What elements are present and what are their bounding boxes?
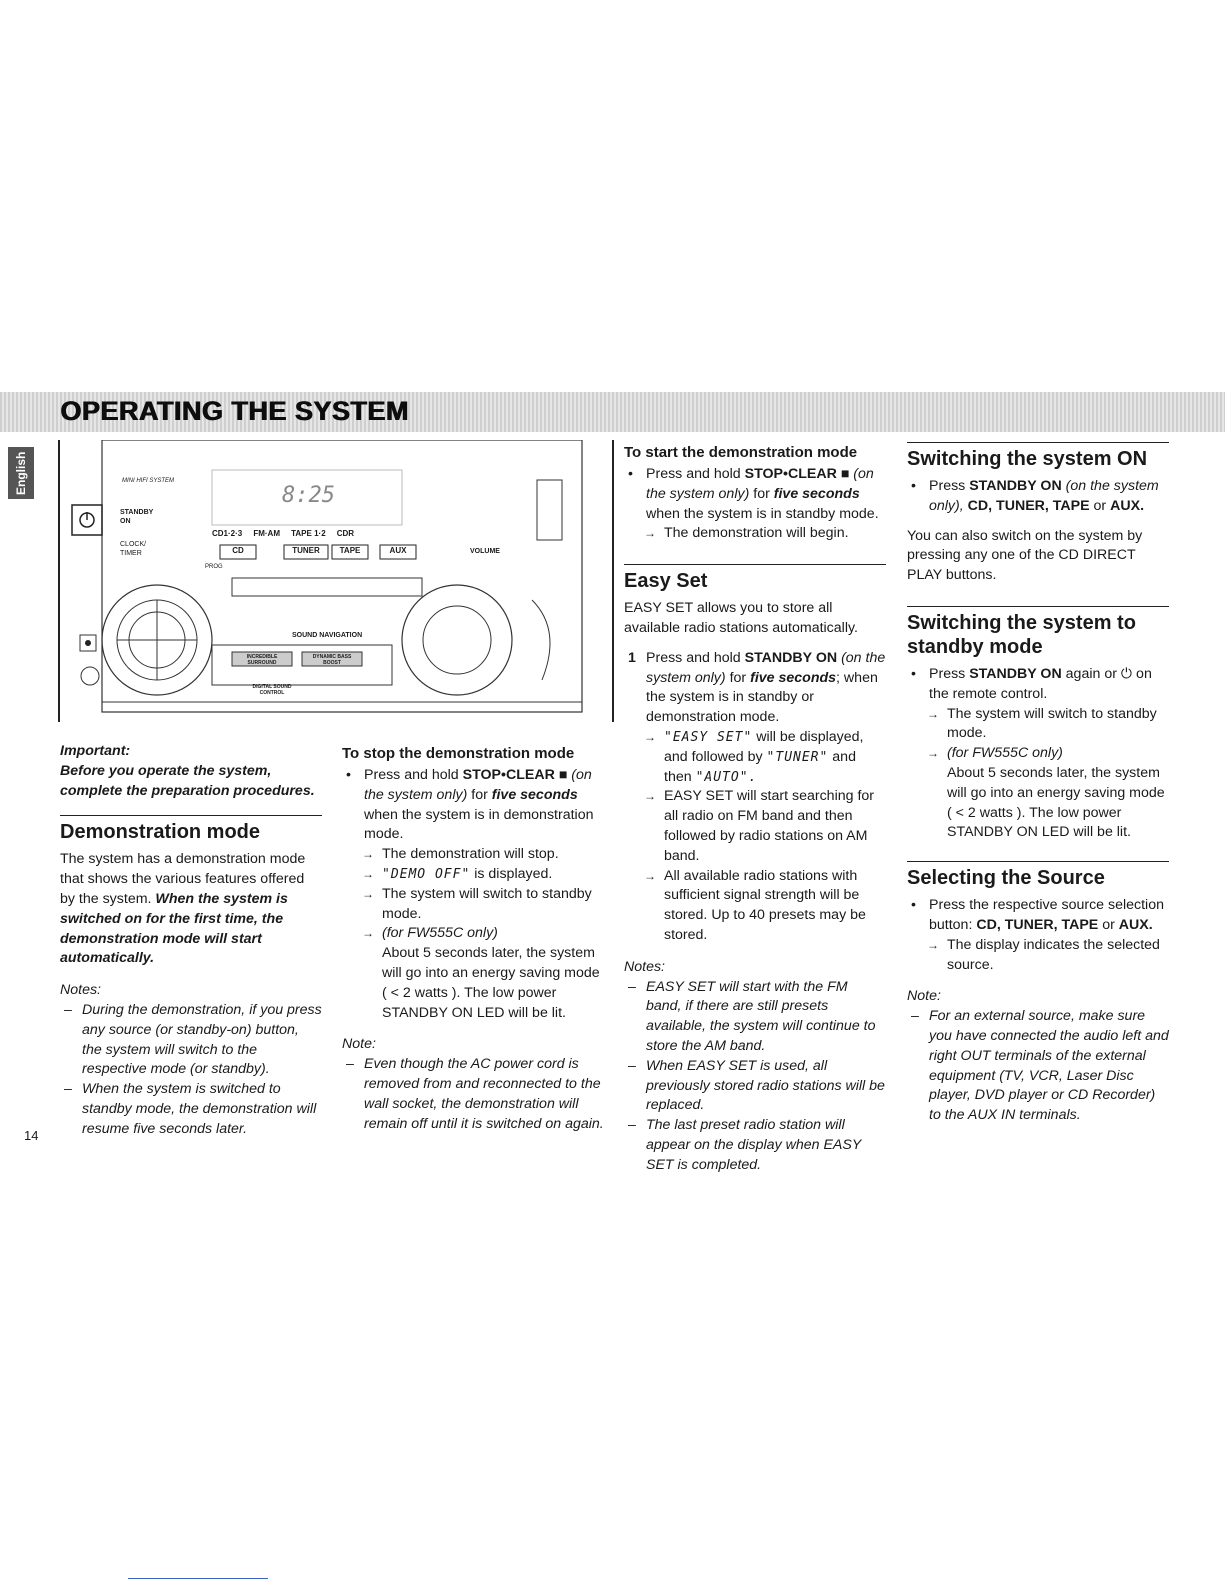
note-item: – The last preset radio station will appear on the display when EASY SET is completed. xyxy=(624,1116,886,1175)
text-segment: Press and hold xyxy=(364,767,459,783)
system-on-step xyxy=(907,477,1169,517)
lcd-text: "TUNER" xyxy=(766,749,829,765)
lcd-text: "DEMO OFF" xyxy=(382,866,471,882)
lcd-text: "AUTO". xyxy=(695,769,758,785)
text-segment: for xyxy=(729,669,747,686)
result-line: → All available radio stations with sufficient signal strength will be stored. Up to 40 presets may be stored. xyxy=(624,867,886,946)
standby-on-key: STANDBY ON xyxy=(744,649,838,666)
section-rule xyxy=(907,606,1169,607)
text-segment: (on the system only) xyxy=(364,767,592,803)
text-segment: when the system is in demonstration mode. xyxy=(364,806,594,843)
stop-demo-heading: To stop the demonstration mode xyxy=(342,745,575,762)
start-demo-step xyxy=(624,465,886,524)
volume-label: VOLUME xyxy=(470,548,500,555)
select-source-heading: Selecting the Source xyxy=(907,867,1105,890)
text-segment: will be displayed, and followed by xyxy=(664,728,864,765)
start-demo-heading: To start the demonstration mode xyxy=(624,444,858,461)
source-row-label: CD1·2·3 FM·AM TAPE 1·2 CDR xyxy=(212,529,355,538)
text-segment: is displayed. xyxy=(474,865,553,882)
language-tab: English xyxy=(8,447,34,499)
important-label: Important: xyxy=(60,743,131,759)
clock-timer-label: CLOCK/ TIMER xyxy=(120,541,147,557)
easy-set-step xyxy=(624,649,886,728)
incredible-surround-label: INCREDIBLE SURROUND xyxy=(246,654,278,666)
source-keys: CD, TUNER, TAPE xyxy=(976,916,1099,933)
section-rule xyxy=(624,564,886,565)
device-illustration xyxy=(62,440,602,720)
text-segment: Press xyxy=(929,665,966,682)
text-segment: (on the system only) xyxy=(646,649,886,686)
column-2 xyxy=(342,744,604,1134)
result-detail: About 5 seconds later, the system will go into an energy saving mode ( < 2 watts ). The low power STANDBY ON LED will be lit. xyxy=(947,764,1165,841)
result-line: → The demonstration will begin. xyxy=(624,524,886,544)
text-segment: or xyxy=(1102,916,1115,933)
section-rule xyxy=(60,815,322,816)
demo-mode-text xyxy=(60,850,322,969)
text-segment: five seconds xyxy=(491,786,578,803)
lcd-text: "EASY SET" xyxy=(664,729,753,745)
page-number: 14 xyxy=(24,1128,39,1143)
sound-navigation-label: SOUND NAVIGATION xyxy=(292,632,363,639)
note-item: – EASY SET will start with the FM band, if there are still presets available, the system will continue to store the AM band. xyxy=(624,978,886,1057)
system-on-alt: You can also switch on the system by pressing any one of the CD DIRECT PLAY buttons. xyxy=(907,527,1143,584)
prog-label: PROG xyxy=(205,564,223,570)
easy-set-intro: EASY SET allows you to store all available radio stations automatically. xyxy=(624,600,858,636)
text-segment: (on the system only) xyxy=(646,466,874,502)
result-line xyxy=(342,865,604,885)
text-segment: five seconds xyxy=(750,669,837,686)
text-segment: or xyxy=(1093,497,1107,514)
source-keys: CD, TUNER, TAPE xyxy=(967,497,1090,514)
dynamic-bass-label: DYNAMIC BASS BOOST xyxy=(312,654,352,666)
select-source-step xyxy=(907,896,1169,936)
text-segment: Press and hold xyxy=(646,649,741,666)
text-segment: again or ⏻ on the remote control. xyxy=(929,665,1152,702)
result-line: → EASY SET will start searching for all radio on FM band and then followed by radio stations on AM band. xyxy=(624,787,886,866)
standby-on-key: STANDBY ON xyxy=(969,665,1062,682)
digital-sound-label: DIGITAL SOUND CONTROL xyxy=(252,684,292,696)
note-item: – When EASY SET is used, all previously stored radio stations will be replaced. xyxy=(624,1057,886,1116)
column-1 xyxy=(60,742,322,1140)
cd-button: CD xyxy=(232,546,244,555)
result-line: → (for FW555C only) xyxy=(342,924,604,944)
note-label: Note: xyxy=(907,988,941,1005)
notes-label: Notes: xyxy=(60,982,102,999)
mini-hifi-label: MINI HIFI SYSTEM xyxy=(122,478,175,484)
tape-button: TAPE xyxy=(339,546,361,555)
stop-clear-key: STOP•CLEAR ■ xyxy=(462,767,568,783)
center-divider xyxy=(612,440,614,722)
text-segment: Press xyxy=(929,478,966,494)
demo-mode-heading: Demonstration mode xyxy=(60,821,261,844)
text-segment: ; when the system is in standby or demonstration mode. xyxy=(646,669,878,726)
text-segment: (on the system only), xyxy=(929,478,1159,514)
step-number: 1 xyxy=(628,649,636,666)
note-item: – For an external source, make sure you have connected the audio left and right OUT terminals of the external equipment (TV, VCR, Laser Disc player, DVD player or CD Recorder) to the AUX IN terminals. xyxy=(907,1007,1169,1126)
system-on-heading: Switching the system ON xyxy=(907,448,1148,470)
result-line xyxy=(624,728,886,787)
left-divider xyxy=(58,440,60,722)
standby-step xyxy=(907,665,1169,705)
column-3 xyxy=(624,443,886,1176)
svg-text:8:25: 8:25 xyxy=(282,483,335,508)
result-line: → The demonstration will stop. xyxy=(342,845,604,865)
stop-clear-key: STOP•CLEAR ■ xyxy=(744,466,850,482)
note-item: – Even though the AC power cord is removed from and reconnected to the wall socket, the demonstration will remain off until it is switched on again. xyxy=(342,1055,604,1134)
section-rule xyxy=(907,861,1169,862)
note-item: – When the system is switched to standby mode, the demonstration will resume five seconds later. xyxy=(60,1080,322,1139)
easy-set-heading: Easy Set xyxy=(624,570,708,593)
text-segment: when the system is in standby mode. xyxy=(646,505,879,522)
result-detail: About 5 seconds later, the system will go into an energy saving mode ( < 2 watts ). The low power STANDBY ON LED will be lit. xyxy=(382,945,600,1021)
result-line: → The display indicates the selected source. xyxy=(907,936,1169,976)
text-segment: for xyxy=(471,786,488,803)
tuner-button: TUNER xyxy=(292,546,320,555)
text-segment: Press and hold xyxy=(646,466,741,482)
standby-on-label: STANDBY ON xyxy=(120,509,154,525)
text-segment: five seconds xyxy=(773,485,860,502)
note-label: Note: xyxy=(342,1036,376,1053)
important-text: Before you operate the system, complete the preparation procedures. xyxy=(60,762,315,799)
notes-label: Notes: xyxy=(624,958,666,975)
footer-rule xyxy=(128,1578,268,1579)
aux-key: AUX. xyxy=(1118,916,1153,933)
result-line: → The system will switch to standby mode. xyxy=(907,705,1169,745)
text-segment: and then xyxy=(664,748,856,785)
aux-key: AUX. xyxy=(1110,497,1145,514)
section-rule xyxy=(907,442,1169,443)
text-segment: Press the respective source selection button: xyxy=(929,897,1164,933)
standby-on-key: STANDBY ON xyxy=(969,478,1062,494)
result-line: → (for FW555C only) xyxy=(907,744,1169,764)
result-line: → The system will switch to standby mode. xyxy=(342,885,604,925)
standby-heading: Switching the system to standby mode xyxy=(907,611,1136,658)
aux-button: AUX xyxy=(389,546,407,555)
demo-text-plain: The system has a demonstration mode that shows the various features offered by the system. xyxy=(60,851,306,907)
demo-text-bold: When the system is switched on for the first time, the demonstration mode will start automatically. xyxy=(60,890,288,967)
column-4 xyxy=(907,442,1169,1126)
text-segment: for xyxy=(753,485,770,502)
note-item: – During the demonstration, if you press any source (or standby-on) button, the system will switch to the respective mode (or standby). xyxy=(60,1001,322,1080)
page-title: OPERATING THE SYSTEM xyxy=(60,396,409,426)
stop-demo-step xyxy=(342,766,604,845)
